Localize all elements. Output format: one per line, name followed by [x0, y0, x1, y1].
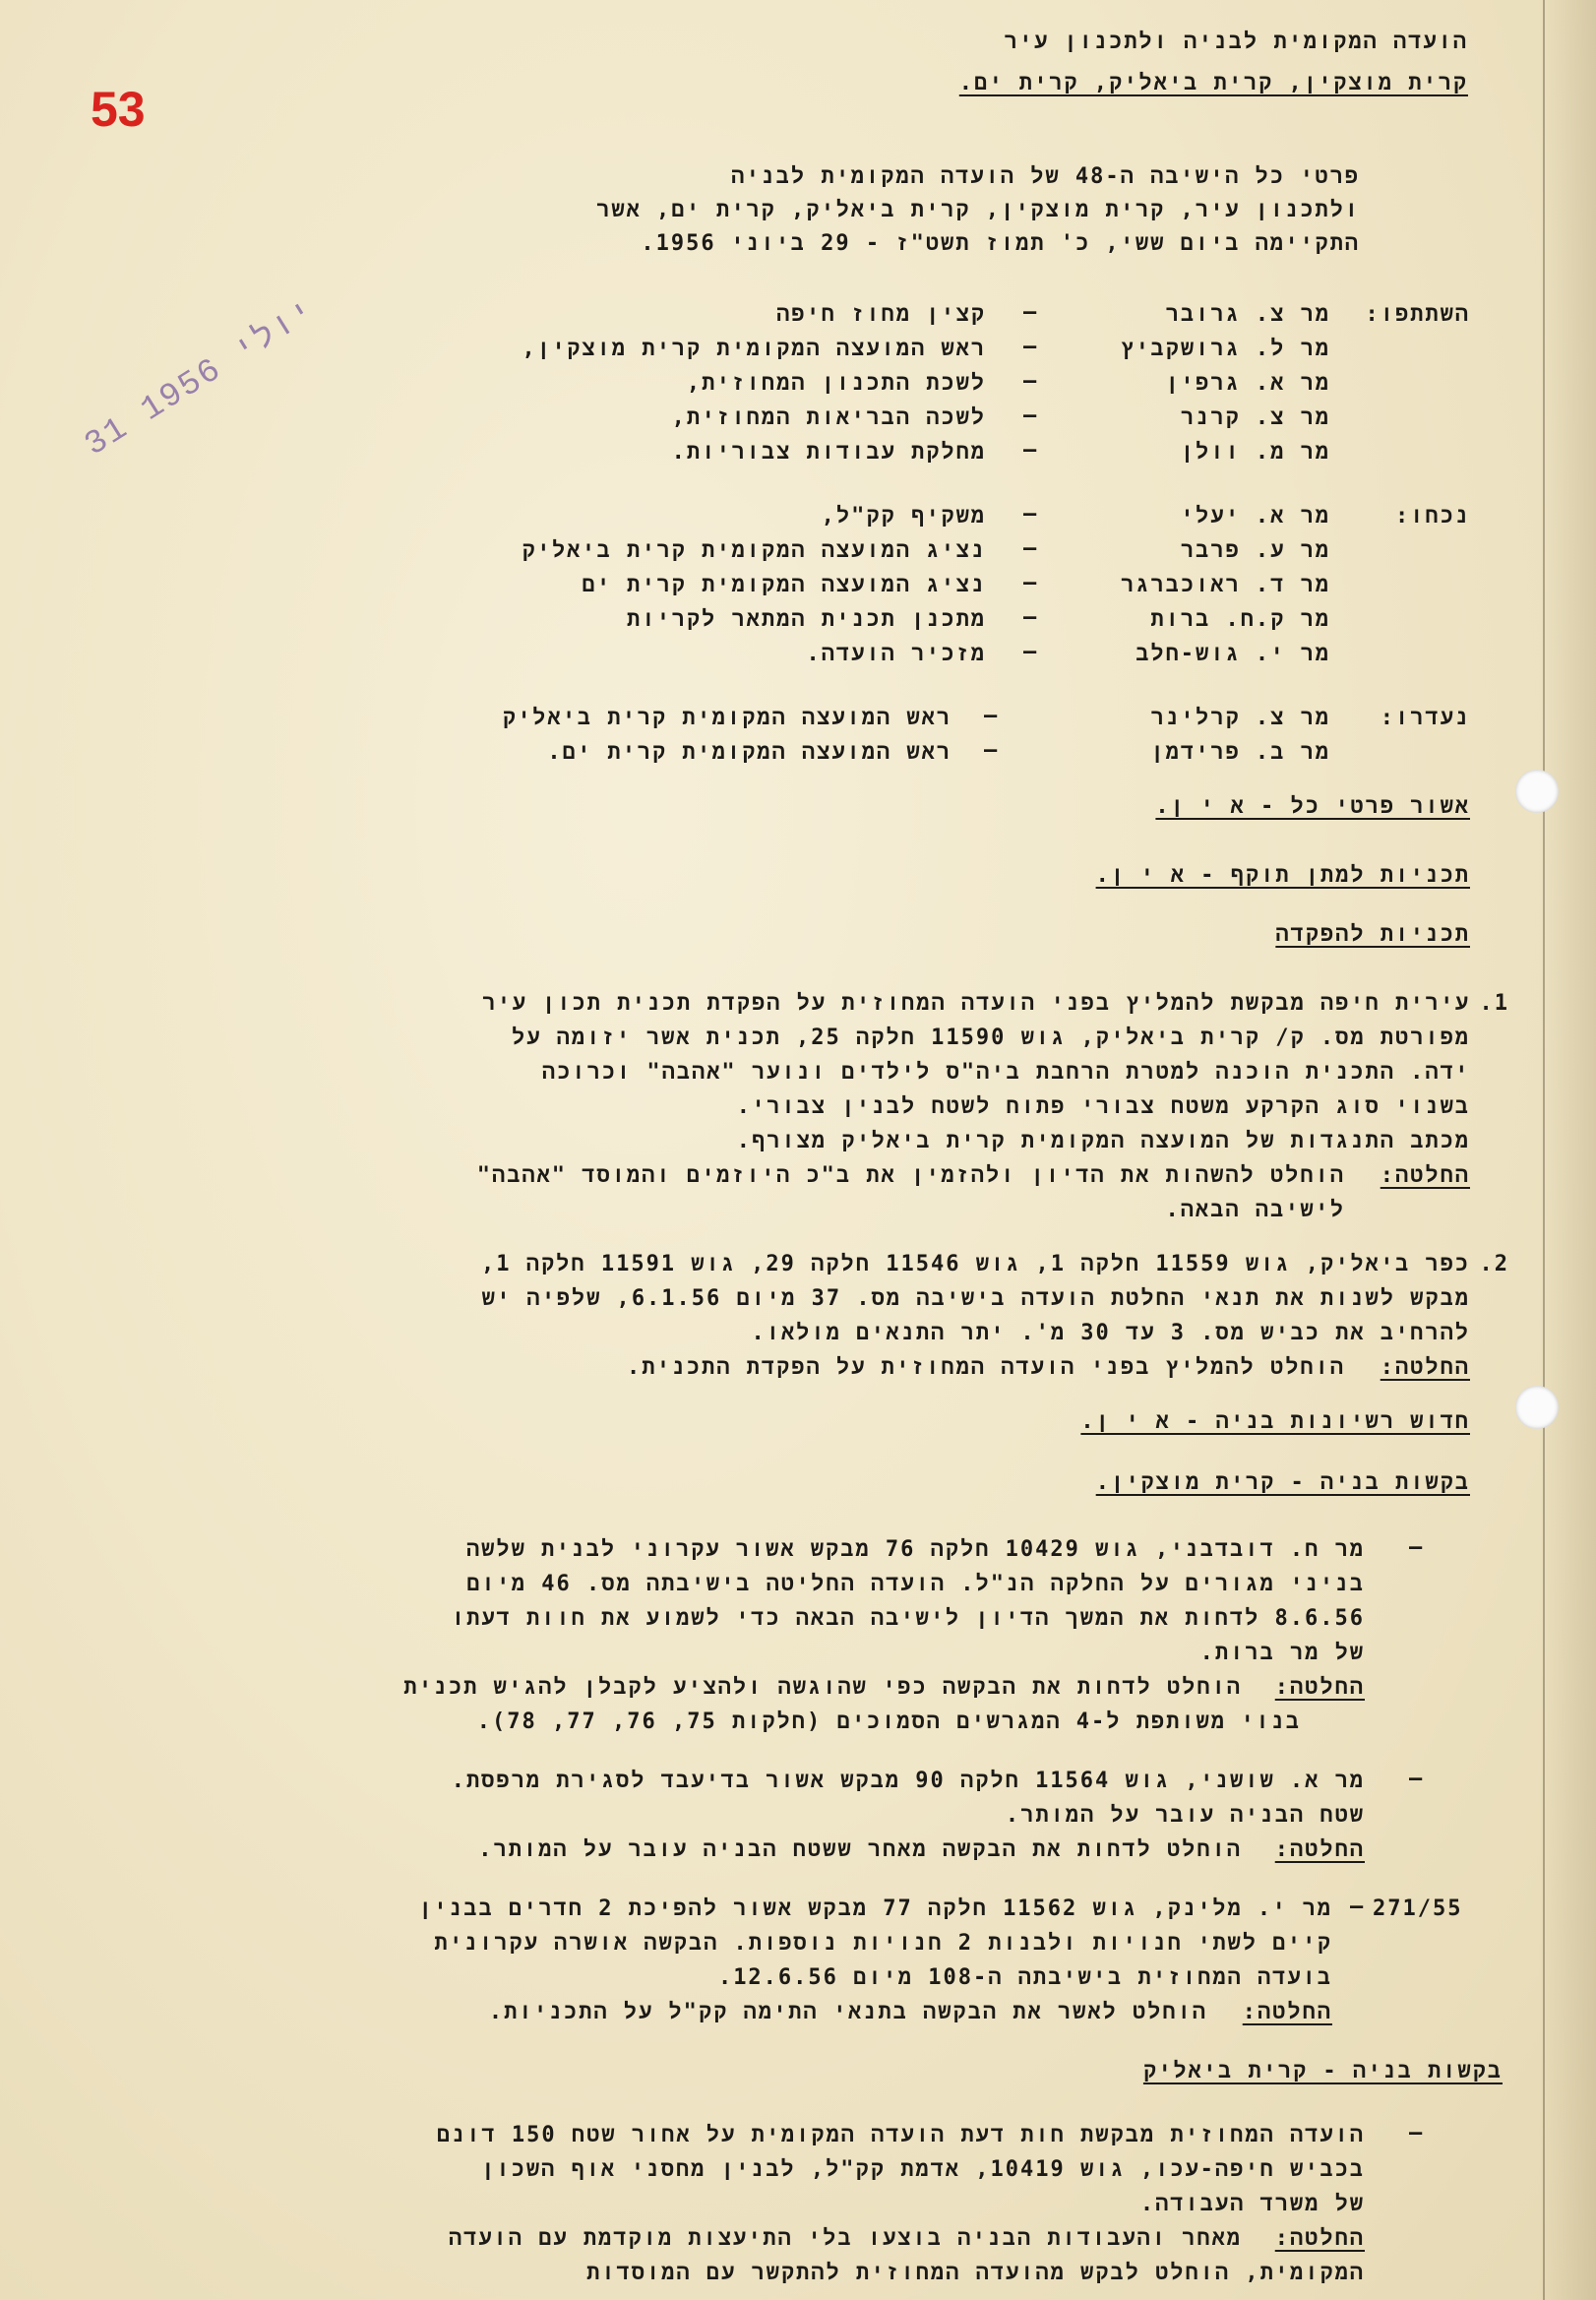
- present-name: מר ע. פרבר: [1180, 538, 1330, 563]
- present-name: מר י. גוש-חלב: [1136, 642, 1330, 666]
- participant-name: מר מ. וולן: [1180, 440, 1330, 465]
- section-minutes-approval: אשור פרטי כל - א י ן.: [1155, 794, 1470, 819]
- request-number: 271/55: [1373, 1896, 1463, 1921]
- dash: —: [984, 738, 998, 763]
- present-name: מר א. יעלי: [1180, 504, 1330, 528]
- item-number: 1.: [1479, 991, 1509, 1016]
- dash: —: [1023, 300, 1037, 325]
- req-d-line: בכביש חיפה-עכו, גוש 10419, אדמת קק"ל, לבנין מחסני אוף השכון: [481, 2157, 1365, 2182]
- req-b-line: מר א. שושני, גוש 11564 חלקה 90 מבקש אשור בדיעבד לסגירת מרפסת.: [451, 1769, 1365, 1793]
- item1-line: מפורטת מס. ק/ קרית ביאליק, גוש 11590 חלקה 25, תכנית אשר יזומה על: [512, 1026, 1470, 1050]
- item1-line: עירית חיפה מבקשת להמליץ בפני הועדה המחוזית על הפקדת תכנית תכון עיר: [482, 991, 1470, 1016]
- dash: —: [1409, 1535, 1423, 1560]
- participant-name: מר ל. גרושקביץ: [1121, 337, 1330, 361]
- participant-name: מר א. גרפין: [1165, 371, 1330, 396]
- decision-label: החלטה:: [1380, 1163, 1470, 1188]
- req-b-line: שטח הבניה עובר על המותר.: [1005, 1803, 1365, 1828]
- present-role: משקיף קק"ל,: [821, 504, 986, 528]
- participant-role: מחלקת עבודות צבוריות.: [671, 440, 986, 465]
- dash: —: [1023, 369, 1037, 394]
- section-permit-renewal: חדוש רשיונות בניה - א י ן.: [1080, 1409, 1470, 1434]
- dash: —: [1409, 1767, 1423, 1791]
- intro-line: התקיימה ביום ששי, כ' תמוז תשט"ז - 29 ביוני 1956.: [641, 231, 1360, 256]
- dash: —: [1023, 571, 1037, 595]
- req-d-line: של משרד העבודה.: [1139, 2192, 1365, 2216]
- section-plans-validation: תכניות למתן תוקף - א י ן.: [1095, 863, 1470, 888]
- dash: —: [1350, 1895, 1364, 1919]
- item2-decision: הוחלט להמליץ בפני הועדה המחוזית על הפקדת התכנית.: [626, 1355, 1345, 1380]
- date-stamp: 31 יולי 1956: [79, 292, 324, 466]
- absent-role: ראש המועצה המקומית קרית ים.: [547, 740, 951, 765]
- item2-line: כפר ביאליק, גוש 11559 חלקה 1, גוש 11546 חלקה 29, גוש 11591 חלקה 1,: [481, 1252, 1470, 1276]
- section-requests-bialik: בקשות בניה - קרית ביאליק: [1142, 2059, 1503, 2083]
- dash: —: [984, 704, 998, 728]
- dash: —: [1023, 404, 1037, 428]
- decision-label: החלטה:: [1274, 1675, 1365, 1700]
- participant-name: מר צ. גרובר: [1165, 302, 1330, 327]
- present-role: נציג המועצה המקומית קרית ים: [582, 573, 986, 597]
- participant-role: לשכת התכנון המחוזית,: [686, 371, 986, 396]
- req-a-line: מר ח. דובדבני, גוש 10429 חלקה 76 מבקש אשור עקרוני לבנית שלשה: [465, 1537, 1365, 1562]
- item1-decision: לישיבה הבאה.: [1165, 1198, 1345, 1222]
- item2-line: מבקש לשנות את תנאי החלטת הועדה בישיבה מס. 37 מיום 6.1.56, שלפיה יש: [481, 1286, 1470, 1311]
- page-number: 53: [91, 82, 146, 137]
- decision-label: החלטה:: [1274, 2226, 1365, 2251]
- item-number: 2.: [1479, 1252, 1509, 1276]
- req-c-line: בועדה המחוזית בישיבתה ה-108 מיום 12.6.56.: [717, 1965, 1332, 1990]
- present-role: מתכנן תכנית המתאר לקריות: [627, 607, 986, 632]
- req-d-decision: המקומית, הוחלט לבקש מהועדה המחוזית להתקשר עם המוסדות: [586, 2261, 1365, 2285]
- page-edge-shadow: [1539, 0, 1596, 2300]
- section-requests-motzkin: בקשות בניה - קרית מוצקין.: [1095, 1470, 1470, 1495]
- absent-role: ראש המועצה המקומית קרית ביאליק: [502, 706, 951, 730]
- item1-line: בשנוי סוג הקרקע משטח צבורי פתוח לשטח לבנין צבורי.: [736, 1094, 1470, 1119]
- item1-line: מכתב התנגדות של המועצה המקומית קרית ביאליק מצורף.: [736, 1129, 1470, 1153]
- participant-role: לשכה הבריאות המחוזית,: [671, 405, 986, 430]
- decision-label: החלטה:: [1274, 1837, 1365, 1862]
- req-c-line: קיים לשתי חנויות ולבנות 2 חנויות נוספות. הבקשה אושרה עקרונית: [434, 1931, 1332, 1956]
- dash: —: [1023, 438, 1037, 463]
- page-crease: [1543, 0, 1545, 2300]
- present-role: מזכיר הועדה.: [806, 642, 986, 666]
- req-a-line: בניני מגורים על החלקה הנ"ל. הועדה החליטה בישיבתה מס. 46 מיום: [466, 1572, 1365, 1596]
- participant-name: מר צ. קרנר: [1180, 405, 1330, 430]
- dash: —: [1023, 502, 1037, 527]
- participant-role: ראש המועצה המקומית קרית מוצקין,: [522, 337, 986, 361]
- intro-line: ולתכנון עיר, קרית מוצקין, קרית ביאליק, קרית ים, אשר: [596, 198, 1360, 222]
- req-a-line: 8.6.56 לדחות את המשך הדיון לישיבה הבאה כדי לשמוע את חוות דעתו: [451, 1606, 1365, 1631]
- dash: —: [1023, 335, 1037, 359]
- absent-name: מר ב. פרידמן: [1150, 740, 1330, 765]
- punch-hole: [1515, 1386, 1559, 1429]
- present-name: מר ד. ראוכברגר: [1121, 573, 1330, 597]
- dash: —: [1023, 536, 1037, 561]
- req-a-decision: הוחלט לדחות את הבקשה כפי שהוגשה ולהציע לקבלן להגיש תכנית: [403, 1675, 1242, 1700]
- participant-role: קצין מחוז חיפה: [776, 302, 986, 327]
- header-line-1: הועדה המקומית לבניה ולתכנון עיר: [1004, 30, 1468, 54]
- req-d-decision: מאחר והעבודות הבניה בוצעו בלי התיעצות מוקדמת עם הועדה: [448, 2226, 1242, 2251]
- dash: —: [1023, 605, 1037, 630]
- header-line-2: קרית מוצקין, קרית ביאליק, קרית ים.: [958, 71, 1468, 95]
- item1-line: ידה. התכנית הוכנה למטרת הרחבת ביה"ס לילדים ונוער "אהבה" וכרוכה: [541, 1060, 1470, 1085]
- participants-label: השתתפו:: [1365, 302, 1470, 327]
- req-c-decision: הוחלט לאשר את הבקשה בתנאי התימה קק"ל על התכניות.: [488, 2000, 1207, 2024]
- dash: —: [1023, 640, 1037, 664]
- dash: —: [1409, 2121, 1423, 2145]
- present-label: נכחו:: [1394, 504, 1470, 528]
- req-a-line: של מר ברות.: [1199, 1641, 1365, 1665]
- req-a-decision: בנוי משותפת ל-4 המגרשים הסמוכים (חלקות 75, 76, 77, 78).: [476, 1709, 1301, 1734]
- req-c-line: מר י. מלינק, גוש 11562 חלקה 77 מבקש אשור להפיכת 2 חדרים בבנין: [418, 1896, 1332, 1921]
- present-name: מר ק.ח. ברות: [1150, 607, 1330, 632]
- req-d-line: הועדה המחוזית מבקשת חות דעת הועדה המקומית על אחור שטח 150 דונם: [436, 2123, 1365, 2147]
- intro-line: פרטי כל הישיבה ה-48 של הועדה המקומית לבניה: [731, 164, 1360, 189]
- punch-hole: [1515, 770, 1559, 813]
- present-role: נציג המועצה המקומית קרית ביאליק: [522, 538, 986, 563]
- item2-line: להרחיב את כביש מס. 3 עד 30 מ'. יתר התנאים מולאו.: [751, 1321, 1470, 1345]
- section-plans-deposit: תכניות להפקדה: [1275, 922, 1470, 947]
- absent-label: נעדרו:: [1380, 706, 1470, 730]
- item1-decision: הוחלט להשהות את הדיון ולהזמין את ב"כ היוזמים והמוסד "אהבה": [476, 1163, 1345, 1188]
- req-b-decision: הוחלט לדחות את הבקשה מאחר ששטח הבניה עובר על המותר.: [478, 1837, 1242, 1862]
- absent-name: מר צ. קרלינר: [1150, 706, 1330, 730]
- decision-label: החלטה:: [1380, 1355, 1470, 1380]
- decision-label: החלטה:: [1242, 2000, 1332, 2024]
